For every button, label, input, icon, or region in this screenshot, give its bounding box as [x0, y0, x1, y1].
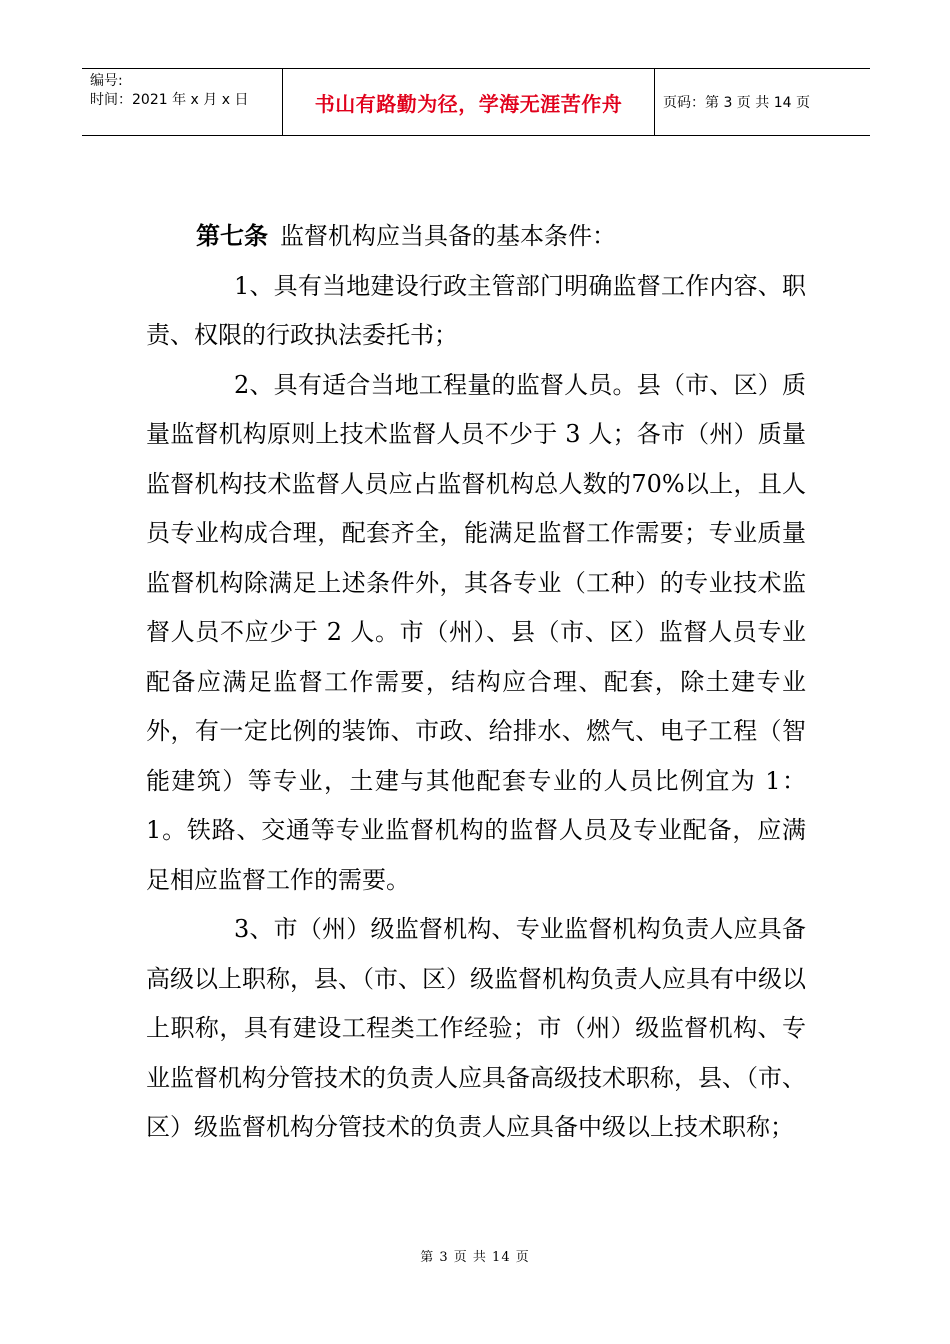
header-motto: 书山有路勤为径，学海无涯苦作舟: [283, 69, 655, 135]
article-item-3: 3、市（州）级监督机构、专业监督机构负责人应具备高级以上职称，县、（市、区）级监督机构负责人应具有中级以上职称，具有建设工程类工作经验；市（州）级监督机构、专业监督机构分管技术的负责人应具备高级技术职称，县、（市、区）级监督机构分管技术的负责人应具备中级以上技术职称；: [146, 915, 806, 1141]
article-heading: [146, 212, 806, 262]
document-body: [146, 212, 806, 1153]
header-meta-cell: [82, 69, 283, 135]
article-item-1: 1、具有当地建设行政主管部门明确监督工作内容、职责、权限的行政执法委托书；: [146, 271, 806, 349]
number-label: 编号:: [90, 73, 123, 89]
article-number: 第七条: [196, 222, 268, 250]
article-subtitle: 监督机构应当具备的基本条件：: [280, 222, 616, 250]
article-item-2: 2、具有适合当地工程量的监督人员。县（市、区）质量监督机构原则上技术监督人员不少于 3 人；各市（州）质量监督机构技术监督人员应占监督机构总人数的70%以上，且人员专业构成合理，配套齐全，能满足监督工作需要；专业质量监督机构除满足上述条件外，其各专业（工种）的专业技术监督人员不应少于 2 人。市（州）、县（市、区）监督人员专业配备应满足监督工作需要，结构应合理、配套，除土建专业外，有一定比例的装饰、市政、给排水、燃气、电子工程（智能建筑）等专业，土建与其他配套专业的人员比例宜为 1：1。铁路、交通等专业监督机构的监督人员及专业配备，应满足相应监督工作的需要。: [146, 370, 806, 894]
header-page-info: 页码：第 3 页 共 14 页: [663, 95, 810, 111]
page-footer: 第 3 页 共 14 页: [420, 1250, 530, 1265]
time-label: 时间：2021 年 x 月 x 日: [90, 92, 249, 108]
document-header: [82, 68, 870, 136]
